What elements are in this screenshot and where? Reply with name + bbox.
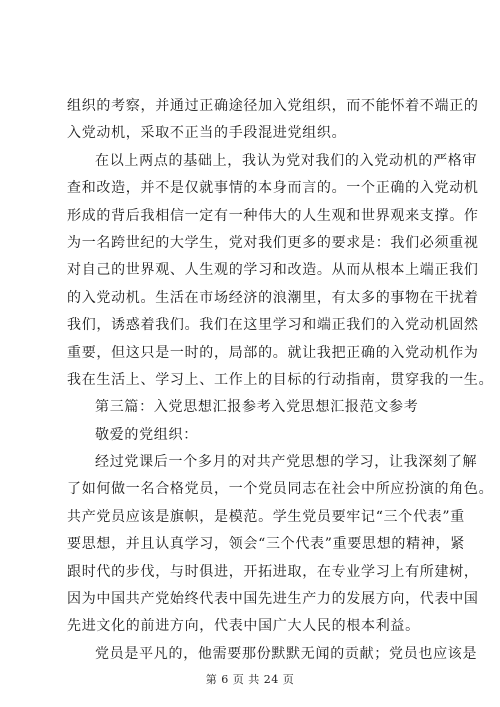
text-line: 为一名跨世纪的大学生，党对我们更多的要求是：我们必须重视 [67,234,479,251]
text-line: 入党动机，采取不正当的手段混进党组织。 [67,125,347,142]
text-line: 组织的考察，并通过正确途径加入党组织，而不能怀着不端正的 [67,98,479,114]
text-line: 查和改造，并不是仅就事情的本身而言的。一个正确的入党动机 [67,180,479,197]
page-footer: 第 6 页 共 24 页 [205,673,295,686]
salutation: 敬爱的党组织： [95,426,198,443]
text-line: 重要，但这只是一时的，局部的。就让我把正确的入党动机作为 [67,344,479,361]
text-line: 对自己的世界观、人生观的学习和改造。从而从根本上端正我们 [67,262,479,279]
text-line: 跟时代的步伐，与时俱进，开拓进取，在专业学习上有所建树， [67,563,479,580]
section-heading: 第三篇：入党思想汇报参考入党思想汇报范文参考 [95,399,419,416]
text-line: 了如何做一名合格党员，一个党员同志在社会中所应扮演的角色。 [67,481,494,498]
text-line: 因为中国共产党始终代表中国先进生产力的发展方向，代表中国 [67,591,479,608]
text-line: 的入党动机。生活在市场经济的浪潮里，有太多的事物在干扰着 [67,289,479,306]
text-line: 先进文化的前进方向，代表中国广大人民的根本利益。 [67,618,420,635]
text-line: 我在生活上、学习上、工作上的目标的行动指南，贯穿我的一生。 [67,371,494,388]
text-line: 在以上两点的基础上，我认为党对我们的入党动机的严格审 [95,152,478,169]
text-line: 形成的背后我相信一定有一种伟大的人生观和世界观来支撑。作 [67,207,479,224]
text-line: 党员是平凡的，他需要那份默默无闻的贡献；党员也应该是 [95,645,478,662]
body-text [67,93,494,668]
text-line: 共产党员应该是旗帜，是模范。学生党员要牢记“三个代表”重 [67,508,465,525]
text-line: 我们，诱惑着我们。我们在这里学习和端正我们的入党动机固然 [67,317,479,334]
text-line: 要思想，并且认真学习，领会“三个代表”重要思想的精神，紧 [67,536,465,553]
text-line: 经过党课后一个多月的对共产党思想的学习，让我深刻了解 [95,454,478,471]
